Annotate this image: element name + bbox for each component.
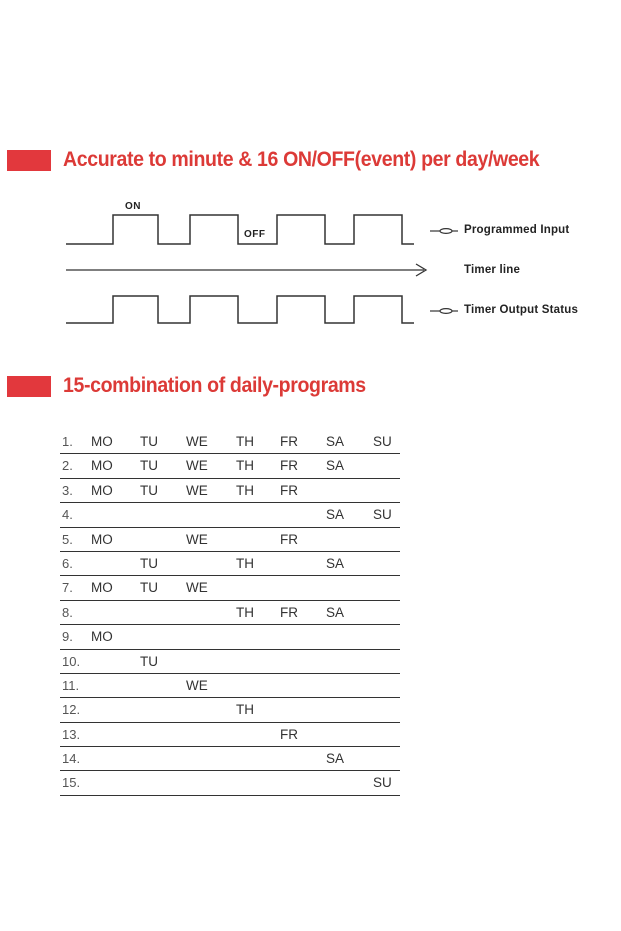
day-cell: SA bbox=[326, 604, 345, 620]
day-cell: MO bbox=[91, 434, 113, 449]
pointer-icon bbox=[430, 309, 458, 314]
day-cell: SU bbox=[373, 434, 392, 449]
day-cell: TU bbox=[140, 434, 158, 449]
table-row bbox=[60, 454, 400, 478]
day-cell: WE bbox=[186, 482, 208, 498]
day-cell: TH bbox=[236, 482, 254, 498]
day-cell: TU bbox=[140, 555, 158, 571]
red-marker bbox=[7, 376, 51, 397]
program-number: 1. bbox=[62, 434, 73, 449]
program-number: 3. bbox=[62, 482, 73, 498]
day-cell: MO bbox=[91, 531, 113, 547]
day-cell: TU bbox=[140, 482, 158, 498]
day-cell: TH bbox=[236, 434, 254, 449]
day-cell: MO bbox=[91, 482, 113, 498]
section-title: Accurate to minute & 16 ON/OFF(event) per day/week bbox=[63, 148, 540, 171]
table-row bbox=[60, 479, 400, 503]
program-number: 11. bbox=[62, 677, 80, 693]
day-cell: WE bbox=[186, 531, 208, 547]
day-cell: FR bbox=[280, 604, 298, 620]
table-row bbox=[60, 552, 400, 576]
day-cell: MO bbox=[91, 629, 113, 645]
table-row bbox=[60, 771, 400, 795]
table-row bbox=[60, 430, 400, 454]
day-cell: WE bbox=[186, 434, 208, 449]
section-title: 15-combination of daily-programs bbox=[63, 374, 366, 397]
day-cell: MO bbox=[91, 458, 113, 474]
day-cell: TH bbox=[236, 702, 254, 718]
day-cell: WE bbox=[186, 677, 208, 693]
table-row bbox=[60, 601, 400, 625]
program-number: 13. bbox=[62, 726, 81, 742]
day-cell: MO bbox=[91, 580, 113, 596]
program-number: 4. bbox=[62, 507, 73, 523]
programs-table bbox=[60, 430, 400, 796]
day-cell: TU bbox=[140, 653, 158, 669]
section-heading-events bbox=[0, 148, 575, 172]
program-number: 5. bbox=[62, 531, 73, 547]
day-cell: TU bbox=[140, 458, 158, 474]
program-number: 6. bbox=[62, 555, 73, 571]
day-cell: TH bbox=[236, 458, 254, 474]
day-cell: TH bbox=[236, 555, 254, 571]
day-cell: SA bbox=[326, 434, 345, 449]
day-cell: SU bbox=[373, 507, 392, 523]
table-row bbox=[60, 698, 400, 722]
table-row bbox=[60, 528, 400, 552]
day-cell: SA bbox=[326, 555, 345, 571]
table-row bbox=[60, 674, 400, 698]
day-cell: SA bbox=[326, 458, 345, 474]
program-number: 15. bbox=[62, 775, 81, 791]
day-cell: FR bbox=[280, 434, 298, 449]
section-heading-programs bbox=[0, 374, 389, 398]
program-number: 7. bbox=[62, 580, 73, 596]
program-number: 8. bbox=[62, 604, 73, 620]
day-cell: TU bbox=[140, 580, 158, 596]
program-number: 10. bbox=[62, 653, 81, 669]
off-label: OFF bbox=[244, 229, 266, 240]
day-cell: FR bbox=[280, 458, 298, 474]
timer-output-wave bbox=[66, 296, 414, 323]
day-cell: TH bbox=[236, 604, 254, 620]
table-row bbox=[60, 747, 400, 771]
table-row bbox=[60, 576, 400, 600]
program-number: 9. bbox=[62, 629, 73, 645]
day-cell: FR bbox=[280, 726, 298, 742]
program-number: 14. bbox=[62, 751, 81, 767]
day-cell: SU bbox=[373, 775, 392, 791]
day-cell: WE bbox=[186, 580, 208, 596]
day-cell: SA bbox=[326, 751, 345, 767]
on-label: ON bbox=[125, 201, 141, 212]
timer-output-label: Timer Output Status bbox=[464, 304, 579, 316]
day-cell: FR bbox=[280, 482, 298, 498]
day-cell: WE bbox=[186, 458, 208, 474]
table-row bbox=[60, 723, 400, 747]
programmed-input-wave bbox=[66, 215, 414, 244]
table-row bbox=[60, 625, 400, 649]
timer-line-label: Timer line bbox=[464, 264, 521, 276]
program-number: 12. bbox=[62, 702, 81, 718]
day-cell: SA bbox=[326, 507, 345, 523]
timing-diagram bbox=[0, 190, 621, 340]
pointer-icon bbox=[430, 229, 458, 234]
table-row bbox=[60, 650, 400, 674]
red-marker bbox=[7, 150, 51, 171]
table-row bbox=[60, 503, 400, 527]
program-number: 2. bbox=[62, 458, 73, 474]
programmed-input-label: Programmed Input bbox=[464, 224, 570, 236]
day-cell: FR bbox=[280, 531, 298, 547]
